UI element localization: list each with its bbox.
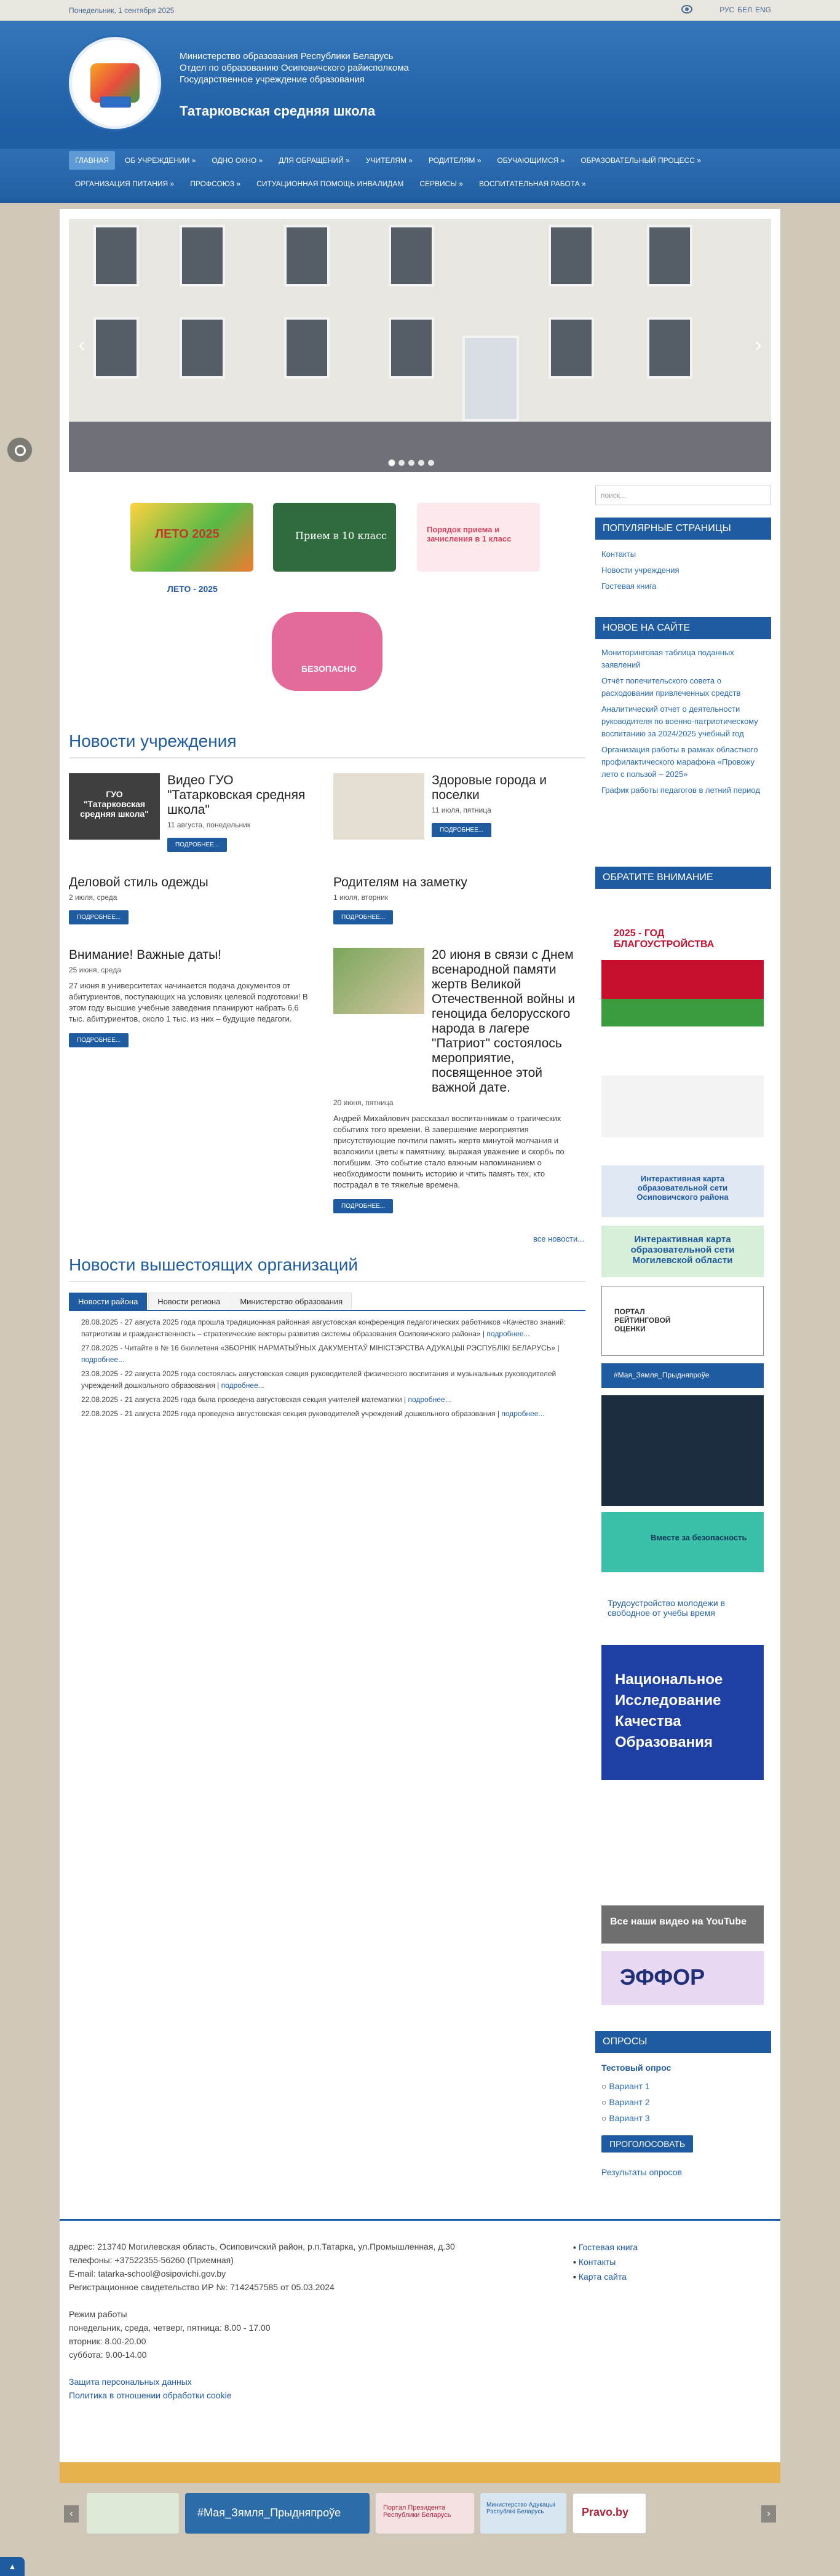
site-news-link[interactable]: Мониторинговая таблица поданных заявлений	[601, 648, 734, 669]
news-item	[333, 773, 585, 837]
slider-dot[interactable]	[408, 460, 414, 466]
nav-services[interactable]: СЕРВИСЫ »	[419, 179, 463, 188]
slider-dot[interactable]	[418, 460, 424, 466]
privacy-link[interactable]: Защита персональных данных	[69, 2377, 192, 2387]
popular-link[interactable]: Гостевая книга	[601, 581, 657, 591]
org-ministry: Министерство образования Республики Беларусь	[180, 51, 394, 61]
banner-youtube[interactable]: Все наши видео на YouTube	[601, 1905, 764, 1944]
tab-region-news[interactable]: Новости региона	[148, 1293, 229, 1310]
logo-partner[interactable]: Министерство Адукацыі Рэспублікі Беларусь	[480, 2493, 566, 2534]
nav-students[interactable]: ОБУЧАЮЩИМСЯ »	[497, 156, 565, 165]
nav-parents[interactable]: РОДИТЕЛЯМ »	[428, 156, 481, 165]
more-link[interactable]: подробнее...	[486, 1329, 530, 1338]
more-link[interactable]: подробнее...	[501, 1409, 545, 1418]
banner-niko[interactable]: Национальное Исследование Качества Образования	[601, 1645, 764, 1780]
safety-badge[interactable]: БЕЗОПАСНО	[272, 612, 382, 691]
news-date: 20 июня, пятница	[333, 1098, 394, 1107]
logo-partner[interactable]: Портал Президента Республики Беларусь	[376, 2493, 474, 2534]
nav-one-window[interactable]: ОДНО ОКНО »	[212, 156, 263, 165]
news-item	[69, 773, 321, 852]
higher-news-title: Новости вышестоящих организаций	[69, 1255, 359, 1274]
tab-ministry[interactable]: Министерство образования	[231, 1293, 352, 1310]
tile-10-class[interactable]: Прием в 10 класс	[273, 503, 396, 572]
accessibility-eye-icon[interactable]	[681, 5, 692, 14]
poll-option[interactable]: ○ Вариант 2	[601, 2097, 650, 2107]
popular-pages-list	[601, 548, 767, 596]
school-name: Татарковская средняя школа	[180, 103, 376, 119]
slider-dot[interactable]	[389, 460, 395, 466]
site-news-link[interactable]: График работы педагогов в летний период	[601, 786, 760, 795]
polls-title: ОПРОСЫ	[595, 2031, 771, 2053]
banner-youth-jobs[interactable]: Трудоустройство молодежи в свободное от учебы время	[601, 1580, 764, 1639]
news-item	[333, 948, 585, 1213]
cookie-policy-link[interactable]: Политика в отношении обработки cookie	[69, 2390, 232, 2400]
news-date: 2 июля, среда	[69, 893, 117, 902]
image-slider[interactable]	[69, 219, 771, 472]
logo-partner[interactable]: Pravo.by	[573, 2493, 646, 2534]
feed-item: 28.08.2025 - 27 августа 2025 года прошла традиционная районная августовская конференция педагогических работников «Качество знаний: патриотизм и гражданственность – стратегические векторы развития системы образования Осиповичского района» | подробнее...	[81, 1318, 566, 1338]
read-more-button[interactable]: ПОДРОБНЕЕ...	[432, 823, 491, 837]
org-type: Государственное учреждение образования	[180, 74, 365, 85]
logo-partner[interactable]	[87, 2493, 179, 2534]
news-date: 25 июня, среда	[69, 966, 121, 974]
slider-next-icon[interactable]: ›	[755, 333, 762, 356]
read-more-button[interactable]: ПОДРОБНЕЕ...	[167, 838, 227, 852]
footer-guestbook-link[interactable]: Гостевая книга	[578, 2242, 638, 2252]
news-text: Андрей Михайлович рассказал воспитанникам о трагических событиях того времени. В завершение мероприятия присутствующие почтили память жертв минутой молчания и возложили цветы к памятнику, выражая уважение и скорбь по погибшим. Это событие стало важным напоминанием о необходимости помнить историю и чтить память тех, кто пострадал в те тяжелые времена.	[333, 1114, 565, 1189]
feed-item: 23.08.2025 - 22 августа 2025 года состоялась августовская секция руководителей физического воспитания и музыкальных руководителей учреждений дошкольного образования | подробнее...	[81, 1369, 557, 1390]
more-link[interactable]: подробнее...	[221, 1381, 264, 1390]
site-news-link[interactable]: Аналитический отчет о деятельности руководителя по военно-патриотическому воспитанию за 2024/2025 учебный год	[601, 704, 758, 738]
site-news-link[interactable]: Организация работы в рамках областного профилактического марафона «Провожу лето с пользой – 2025»	[601, 745, 758, 779]
nav-teachers[interactable]: УЧИТЕЛЯМ »	[365, 156, 413, 165]
site-news-title: НОВОЕ НА САЙТЕ	[595, 617, 771, 639]
search-input[interactable]: поиск...	[595, 486, 771, 505]
tile-first-class[interactable]: Порядок приема и зачисления в 1 класс	[417, 503, 540, 572]
banner-safety[interactable]: Вместе за безопасность	[601, 1512, 764, 1572]
main-nav	[0, 149, 840, 199]
read-more-button[interactable]: ПОДРОБНЕЕ...	[333, 1199, 393, 1213]
school-building-photo	[69, 219, 771, 422]
site-news-link[interactable]: Отчёт попечительского совета о расходовании привлеченных средств	[601, 676, 741, 698]
banner-interactive-map-district[interactable]: Интерактивная карта образовательной сети Осиповичского района	[601, 1165, 764, 1217]
popular-link[interactable]: Контакты	[601, 549, 636, 559]
scroll-top-icon[interactable]: ▲	[0, 2557, 25, 2576]
news-thumb[interactable]	[333, 948, 424, 1014]
banner-effor[interactable]: ЭФФОР	[601, 1951, 764, 2005]
news-title[interactable]: 20 июня в связи с Днем всенародной памяти жертв Великой Отечественной войны и геноцида белорусского народа в лагере "Патриот" состоялось мероприятие, посвященное этой важной дате.	[432, 948, 576, 1095]
logos-prev-icon[interactable]: ‹	[64, 2505, 79, 2523]
nav-home[interactable]: ГЛАВНАЯ	[69, 151, 115, 170]
divider	[69, 757, 585, 758]
nav-edu-process[interactable]: ОБРАЗОВАТЕЛЬНЫЙ ПРОЦЕСС »	[580, 156, 701, 165]
news-tabs	[69, 1293, 585, 1311]
news-title[interactable]: Родителям на заметку	[333, 875, 467, 889]
news-date: 1 июля, вторник	[333, 893, 389, 902]
partner-logos	[60, 2493, 780, 2537]
promo-tiles	[130, 503, 573, 577]
lang-ru[interactable]: РУС	[719, 6, 735, 14]
org-department: Отдел по образованию Осиповичского райисполкома	[180, 63, 409, 73]
nav-appeals[interactable]: ДЛЯ ОБРАЩЕНИЙ »	[279, 156, 350, 165]
logo-book-icon	[100, 97, 131, 108]
news-thumb[interactable]: ГУО "Татарковская средняя школа"	[69, 773, 160, 840]
divider	[69, 1281, 585, 1282]
tab-district-news[interactable]: Новости района	[69, 1293, 147, 1310]
banner-interactive-map-region[interactable]: Интерактивная карта образовательной сети Могилевской области	[601, 1226, 764, 1277]
logo-partner[interactable]: #Мая_Зямля_Прыдняпроўе	[185, 2493, 370, 2534]
site-news-list	[601, 647, 767, 800]
news-section-title: Новости учреждения	[69, 731, 237, 750]
banner-children-icon[interactable]	[601, 1789, 764, 1899]
accessibility-toggle-icon[interactable]	[7, 438, 32, 462]
nav-food[interactable]: ОРГАНИЗАЦИЯ ПИТАНИЯ »	[75, 179, 175, 188]
footer-links: ▪ Гостевая книга ▪ Контакты ▪ Карта сайта	[573, 2242, 638, 2282]
news-date: 11 июля, пятница	[432, 806, 491, 814]
poll-option[interactable]: ○ Вариант 1	[601, 2081, 650, 2091]
tile-summer[interactable]: ЛЕТО 2025	[130, 503, 253, 572]
school-logo[interactable]	[69, 37, 161, 129]
slider-dots	[389, 460, 434, 466]
nav-upbringing[interactable]: ВОСПИТАТЕЛЬНАЯ РАБОТА »	[478, 179, 586, 188]
news-title[interactable]: Здоровые города и поселки	[432, 773, 547, 802]
read-more-button[interactable]: ПОДРОБНЕЕ...	[69, 1033, 129, 1047]
slider-dot[interactable]	[428, 460, 434, 466]
banner-hashtag[interactable]: #Мая_Зямля_Прыдняпроўе	[601, 1363, 764, 1388]
logos-next-icon[interactable]: ›	[761, 2505, 776, 2523]
footer-info: адрес: 213740 Могилевская область, Осиповичский район, р.п.Татарка, ул.Промышленная, д.30 телефоны: +37522355-56260 (Приемная) E-mail: tatarka-school@osipovichi.gov.by Регистрационное свидетельство ИР №: 7142457585 от 05.03.2024 Режим работы понедельник, среда, четверг, пятница: 8.00 - 17.00 вторник: 8.00-20.00 суббота: 9.00-14.00 Защита персональных данных Политика в отношении обработки cookie	[69, 2242, 455, 2400]
banner-rating-portal[interactable]: ПОРТАЛ РЕЙТИНГОВОЙ ОЦЕНКИ	[601, 1286, 764, 1356]
slider-dot[interactable]	[398, 460, 405, 466]
slider-prev-icon[interactable]: ‹	[78, 333, 85, 356]
poll-results-link[interactable]: Результаты опросов	[601, 2167, 682, 2177]
more-link[interactable]: подробнее...	[81, 1355, 125, 1364]
news-title[interactable]: Видео ГУО "Татарковская средняя школа"	[167, 773, 306, 817]
news-item	[333, 875, 585, 924]
lang-en[interactable]: ENG	[755, 6, 771, 14]
popular-link[interactable]: Новости учреждения	[601, 565, 680, 575]
lang-by[interactable]: БЕЛ	[737, 6, 752, 14]
news-item	[69, 948, 315, 1047]
summer-label[interactable]: ЛЕТО - 2025	[167, 584, 218, 594]
banner-cyber-icon[interactable]	[601, 1395, 764, 1506]
news-date: 11 августа, понедельник	[167, 821, 251, 829]
footer-sitemap-link[interactable]: Карта сайта	[578, 2272, 627, 2282]
news-feed	[81, 1317, 579, 1422]
nav-about[interactable]: ОБ УЧРЕЖДЕНИИ »	[125, 156, 196, 165]
footer-strip	[60, 2462, 780, 2483]
banner-star-icon[interactable]	[601, 1076, 764, 1137]
footer-contacts-link[interactable]: Контакты	[578, 2257, 616, 2267]
news-title[interactable]: Деловой стиль одежды	[69, 875, 208, 889]
current-date: Понедельник, 1 сентября 2025	[69, 6, 175, 15]
attention-title: ОБРАТИТЕ ВНИМАНИЕ	[595, 867, 771, 889]
news-text: 27 июня в университетах начинается подача документов от абитуриентов, поступающих на условиях целевой подготовки! В этом году высшие учебные заведения планируют набрать 6,6 тыс. абитуриентов, около 1 тыс. из них – будущие педагоги.	[69, 981, 308, 1023]
feed-item: 27.08.2025 - Читайте в № 16 бюллетеня «ЗБОРНІК НАРМАТЫЎНЫХ ДАКУМЕНТАЎ МІНІСТЭРСТВА АДУКАЦЫІ РЭСПУБЛІКІ БЕЛАРУСЬ» | подробнее...	[81, 1344, 560, 1364]
org-block	[180, 50, 409, 85]
read-more-button[interactable]: ПОДРОБНЕЕ...	[69, 910, 129, 924]
banner-year-2025[interactable]: 2025 - ГОД БЛАГОУСТРОЙСТВА	[601, 916, 764, 1026]
more-link[interactable]: подробнее...	[408, 1395, 451, 1404]
language-switcher	[716, 6, 771, 14]
all-news-link[interactable]: все новости...	[533, 1234, 585, 1243]
feed-item: 22.08.2025 - 21 августа 2025 года была проведена августовская секция учителей математики | подробнее...	[81, 1395, 451, 1404]
nav-union[interactable]: ПРОФСОЮЗ »	[190, 179, 241, 188]
popular-pages-title: ПОПУЛЯРНЫЕ СТРАНИЦЫ	[595, 518, 771, 540]
news-thumb[interactable]	[333, 773, 424, 840]
nav-disabled-help[interactable]: СИТУАЦИОННАЯ ПОМОЩЬ ИНВАЛИДАМ	[256, 179, 404, 188]
poll-option[interactable]: ○ Вариант 3	[601, 2113, 650, 2123]
news-item	[69, 875, 321, 924]
vote-button[interactable]: ПРОГОЛОСОВАТЬ	[601, 2135, 693, 2153]
news-title[interactable]: Внимание! Важные даты!	[69, 948, 222, 962]
read-more-button[interactable]: ПОДРОБНЕЕ...	[333, 910, 393, 924]
feed-item: 22.08.2025 - 21 августа 2025 года проведена августовская секция руководителей учреждений дошкольного образования | подробнее...	[81, 1409, 545, 1418]
poll-name: Тестовый опрос	[601, 2063, 672, 2073]
